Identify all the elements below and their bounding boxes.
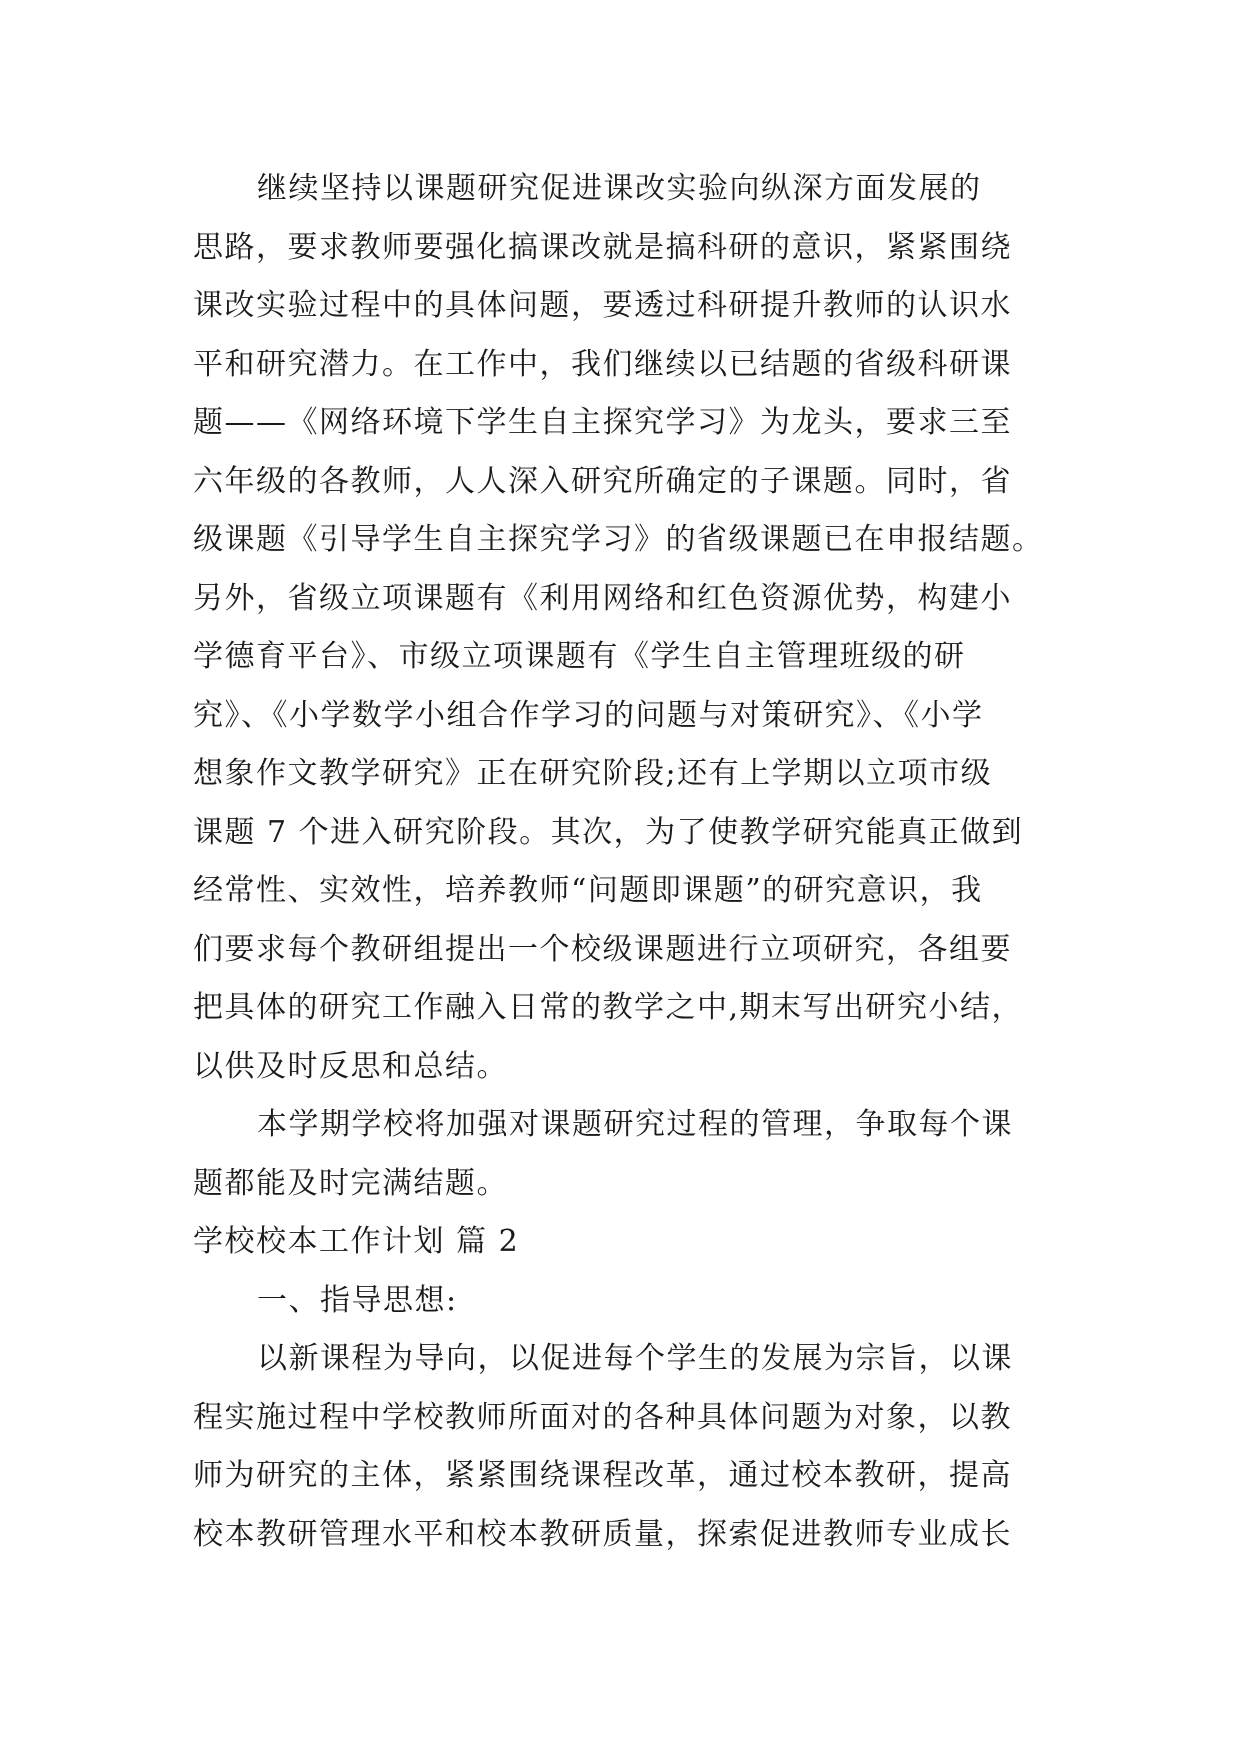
paragraph-line: 以新课程为导向，以促进每个学生的发展为宗旨，以课	[257, 1341, 1013, 1376]
paragraph-line: 师为研究的主体，紧紧围绕课程改革，通过校本教研，提高	[193, 1458, 1012, 1493]
paragraph-line: 课题 7 个进入研究阶段。其次，为了使教学研究能真正做到	[193, 814, 1024, 850]
paragraph-line: 把具体的研究工作融入日常的教学之中,期末写出研究小结，	[193, 990, 1024, 1025]
paragraph-line: 本学期学校将加强对课题研究过程的管理，争取每个课	[257, 1107, 1013, 1142]
section-heading: 学校校本工作计划 篇 2	[193, 1224, 520, 1259]
paragraph-line: 们要求每个教研组提出一个校级课题进行立项研究，各组要	[193, 931, 1012, 967]
paragraph-line: 想象作文教学研究》正在研究阶段;还有上学期以立项市级	[193, 756, 993, 791]
paragraph-line: 继续坚持以课题研究促进课改实验向纵深方面发展的	[257, 171, 982, 206]
document-page	[193, 160, 1047, 1564]
paragraph-line: 究》、《小学数学小组合作学习的问题与对策研究》、《小学	[193, 697, 984, 733]
paragraph-line: 学德育平台》、市级立项课题有《学生自主管理班级的研	[193, 639, 966, 674]
paragraph-line: 经常性、实效性，培养教师“问题即课题”的研究意识，我	[193, 873, 983, 908]
subsection-heading: 一、指导思想:	[257, 1282, 458, 1318]
paragraph-line: 校本教研管理水平和校本教研质量，探索促进教师专业成长	[193, 1516, 1012, 1552]
paragraph-line: 课改实验过程中的具体问题，要透过科研提升教师的认识水	[193, 288, 1012, 323]
paragraph-line: 思路，要求教师要强化搞课改就是搞科研的意识，紧紧围绕	[193, 229, 1012, 265]
paragraph-line: 平和研究潜力。在工作中，我们继续以已结题的省级科研课	[193, 346, 1012, 382]
paragraph-line: 题——《网络环境下学生自主探究学习》为龙头，要求三至	[193, 405, 1012, 440]
paragraph-line: 另外，省级立项课题有《利用网络和红色资源优势，构建小	[193, 580, 1012, 616]
paragraph-line: 题都能及时完满结题。	[193, 1165, 508, 1201]
paragraph-line: 级课题《引导学生自主探究学习》的省级课题已在申报结题。	[193, 522, 1044, 557]
paragraph-line: 以供及时反思和总结。	[193, 1048, 508, 1084]
paragraph-line: 程实施过程中学校教师所面对的各种具体问题为对象，以教	[193, 1399, 1012, 1435]
paragraph-line: 六年级的各教师，人人深入研究所确定的子课题。同时，省	[193, 463, 1012, 499]
